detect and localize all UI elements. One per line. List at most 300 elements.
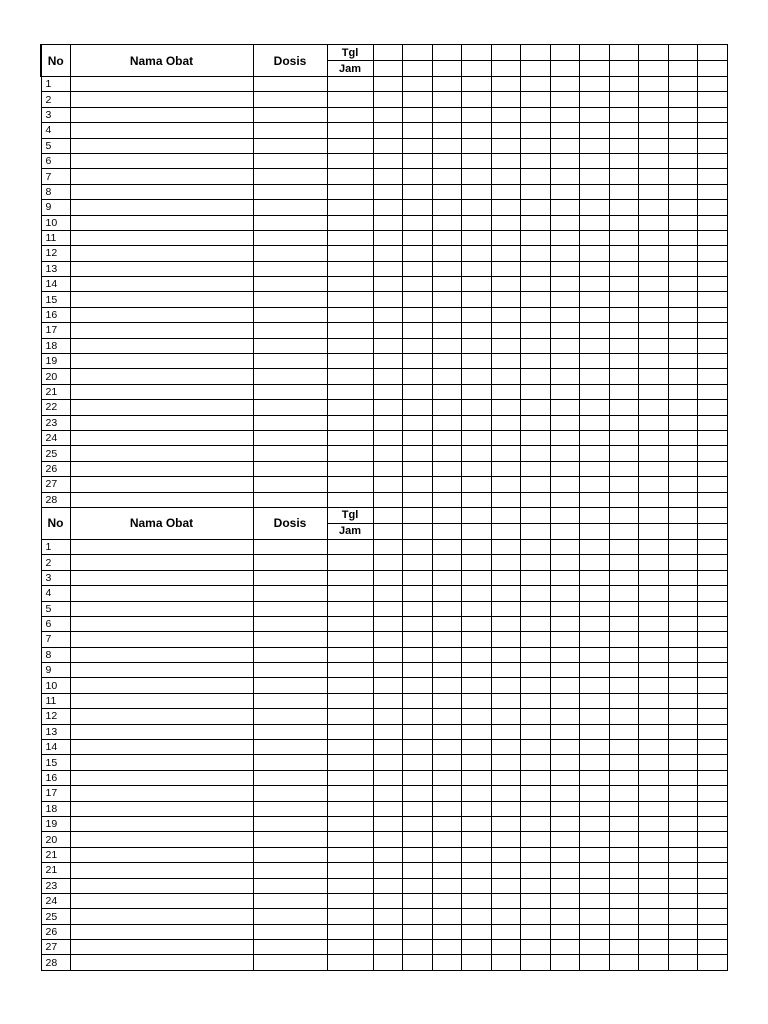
schedule-cell[interactable] — [462, 847, 492, 862]
schedule-cell[interactable] — [521, 878, 551, 893]
schedule-cell[interactable] — [462, 832, 492, 847]
tgl-cell[interactable] — [550, 45, 580, 61]
schedule-cell[interactable] — [462, 709, 492, 724]
schedule-cell[interactable] — [698, 400, 728, 415]
schedule-cell[interactable] — [432, 940, 462, 955]
schedule-cell[interactable] — [403, 647, 433, 662]
schedule-cell[interactable] — [580, 107, 610, 122]
schedule-cell[interactable] — [403, 755, 433, 770]
schedule-cell[interactable] — [491, 200, 521, 215]
schedule-cell[interactable] — [550, 940, 580, 955]
schedule-cell[interactable] — [521, 893, 551, 908]
nama-obat-cell[interactable] — [70, 663, 253, 678]
tgl-cell[interactable] — [521, 507, 551, 523]
nama-obat-cell[interactable] — [70, 570, 253, 585]
schedule-cell[interactable] — [550, 369, 580, 384]
schedule-cell[interactable] — [491, 555, 521, 570]
schedule-cell[interactable] — [580, 461, 610, 476]
schedule-cell[interactable] — [609, 477, 639, 492]
schedule-cell[interactable] — [580, 755, 610, 770]
schedule-cell[interactable] — [639, 832, 669, 847]
schedule-cell[interactable] — [373, 477, 403, 492]
schedule-cell[interactable] — [373, 307, 403, 322]
tgl-jam-cell[interactable] — [327, 724, 373, 739]
tgl-jam-cell[interactable] — [327, 153, 373, 168]
dosis-cell[interactable] — [253, 539, 327, 554]
tgl-jam-cell[interactable] — [327, 755, 373, 770]
schedule-cell[interactable] — [491, 446, 521, 461]
schedule-cell[interactable] — [668, 446, 698, 461]
schedule-cell[interactable] — [462, 200, 492, 215]
tgl-cell[interactable] — [550, 507, 580, 523]
schedule-cell[interactable] — [491, 323, 521, 338]
schedule-cell[interactable] — [580, 77, 610, 92]
tgl-jam-cell[interactable] — [327, 323, 373, 338]
schedule-cell[interactable] — [373, 601, 403, 616]
schedule-cell[interactable] — [373, 770, 403, 785]
schedule-cell[interactable] — [550, 169, 580, 184]
schedule-cell[interactable] — [639, 277, 669, 292]
schedule-cell[interactable] — [668, 801, 698, 816]
schedule-cell[interactable] — [639, 307, 669, 322]
schedule-cell[interactable] — [432, 292, 462, 307]
dosis-cell[interactable] — [253, 801, 327, 816]
nama-obat-cell[interactable] — [70, 539, 253, 554]
schedule-cell[interactable] — [609, 740, 639, 755]
tgl-cell[interactable] — [668, 45, 698, 61]
schedule-cell[interactable] — [639, 539, 669, 554]
schedule-cell[interactable] — [580, 246, 610, 261]
schedule-cell[interactable] — [432, 384, 462, 399]
tgl-jam-cell[interactable] — [327, 123, 373, 138]
dosis-cell[interactable] — [253, 307, 327, 322]
schedule-cell[interactable] — [462, 430, 492, 445]
schedule-cell[interactable] — [432, 847, 462, 862]
schedule-cell[interactable] — [580, 92, 610, 107]
schedule-cell[interactable] — [432, 477, 462, 492]
nama-obat-cell[interactable] — [70, 184, 253, 199]
schedule-cell[interactable] — [550, 215, 580, 230]
nama-obat-cell[interactable] — [70, 215, 253, 230]
tgl-jam-cell[interactable] — [327, 430, 373, 445]
schedule-cell[interactable] — [403, 847, 433, 862]
schedule-cell[interactable] — [609, 878, 639, 893]
tgl-jam-cell[interactable] — [327, 601, 373, 616]
schedule-cell[interactable] — [698, 863, 728, 878]
schedule-cell[interactable] — [403, 724, 433, 739]
dosis-cell[interactable] — [253, 492, 327, 507]
schedule-cell[interactable] — [668, 909, 698, 924]
schedule-cell[interactable] — [609, 940, 639, 955]
schedule-cell[interactable] — [668, 461, 698, 476]
schedule-cell[interactable] — [491, 215, 521, 230]
schedule-cell[interactable] — [491, 415, 521, 430]
tgl-cell[interactable] — [432, 45, 462, 61]
schedule-cell[interactable] — [491, 307, 521, 322]
schedule-cell[interactable] — [462, 477, 492, 492]
schedule-cell[interactable] — [550, 415, 580, 430]
schedule-cell[interactable] — [698, 816, 728, 831]
jam-cell[interactable] — [521, 523, 551, 539]
schedule-cell[interactable] — [491, 940, 521, 955]
tgl-cell[interactable] — [580, 507, 610, 523]
schedule-cell[interactable] — [550, 184, 580, 199]
schedule-cell[interactable] — [462, 770, 492, 785]
schedule-cell[interactable] — [639, 338, 669, 353]
nama-obat-cell[interactable] — [70, 138, 253, 153]
schedule-cell[interactable] — [403, 601, 433, 616]
schedule-cell[interactable] — [373, 215, 403, 230]
schedule-cell[interactable] — [491, 246, 521, 261]
schedule-cell[interactable] — [639, 200, 669, 215]
schedule-cell[interactable] — [698, 755, 728, 770]
schedule-cell[interactable] — [373, 893, 403, 908]
schedule-cell[interactable] — [462, 601, 492, 616]
schedule-cell[interactable] — [432, 246, 462, 261]
nama-obat-cell[interactable] — [70, 230, 253, 245]
tgl-jam-cell[interactable] — [327, 570, 373, 585]
schedule-cell[interactable] — [609, 909, 639, 924]
schedule-cell[interactable] — [373, 940, 403, 955]
schedule-cell[interactable] — [373, 369, 403, 384]
schedule-cell[interactable] — [373, 277, 403, 292]
nama-obat-cell[interactable] — [70, 755, 253, 770]
schedule-cell[interactable] — [403, 693, 433, 708]
schedule-cell[interactable] — [373, 786, 403, 801]
schedule-cell[interactable] — [462, 184, 492, 199]
schedule-cell[interactable] — [462, 415, 492, 430]
schedule-cell[interactable] — [639, 632, 669, 647]
schedule-cell[interactable] — [550, 832, 580, 847]
schedule-cell[interactable] — [698, 601, 728, 616]
dosis-cell[interactable] — [253, 693, 327, 708]
nama-obat-cell[interactable] — [70, 307, 253, 322]
schedule-cell[interactable] — [491, 955, 521, 970]
schedule-cell[interactable] — [550, 292, 580, 307]
dosis-cell[interactable] — [253, 246, 327, 261]
tgl-jam-cell[interactable] — [327, 77, 373, 92]
schedule-cell[interactable] — [432, 647, 462, 662]
schedule-cell[interactable] — [698, 277, 728, 292]
schedule-cell[interactable] — [668, 786, 698, 801]
schedule-cell[interactable] — [491, 230, 521, 245]
nama-obat-cell[interactable] — [70, 323, 253, 338]
nama-obat-cell[interactable] — [70, 292, 253, 307]
schedule-cell[interactable] — [403, 261, 433, 276]
tgl-jam-cell[interactable] — [327, 200, 373, 215]
schedule-cell[interactable] — [609, 724, 639, 739]
tgl-jam-cell[interactable] — [327, 461, 373, 476]
tgl-jam-cell[interactable] — [327, 816, 373, 831]
schedule-cell[interactable] — [550, 924, 580, 939]
schedule-cell[interactable] — [609, 230, 639, 245]
schedule-cell[interactable] — [403, 338, 433, 353]
dosis-cell[interactable] — [253, 786, 327, 801]
schedule-cell[interactable] — [432, 261, 462, 276]
schedule-cell[interactable] — [609, 678, 639, 693]
schedule-cell[interactable] — [521, 955, 551, 970]
tgl-jam-cell[interactable] — [327, 307, 373, 322]
schedule-cell[interactable] — [521, 230, 551, 245]
schedule-cell[interactable] — [698, 430, 728, 445]
schedule-cell[interactable] — [491, 492, 521, 507]
schedule-cell[interactable] — [550, 801, 580, 816]
jam-cell[interactable] — [373, 61, 403, 77]
schedule-cell[interactable] — [609, 261, 639, 276]
schedule-cell[interactable] — [462, 230, 492, 245]
schedule-cell[interactable] — [373, 955, 403, 970]
schedule-cell[interactable] — [550, 878, 580, 893]
schedule-cell[interactable] — [462, 678, 492, 693]
schedule-cell[interactable] — [491, 755, 521, 770]
schedule-cell[interactable] — [580, 878, 610, 893]
schedule-cell[interactable] — [550, 693, 580, 708]
schedule-cell[interactable] — [550, 92, 580, 107]
schedule-cell[interactable] — [462, 724, 492, 739]
schedule-cell[interactable] — [373, 169, 403, 184]
schedule-cell[interactable] — [609, 354, 639, 369]
schedule-cell[interactable] — [491, 724, 521, 739]
tgl-cell[interactable] — [403, 507, 433, 523]
schedule-cell[interactable] — [462, 909, 492, 924]
tgl-cell[interactable] — [373, 45, 403, 61]
jam-cell[interactable] — [373, 523, 403, 539]
schedule-cell[interactable] — [639, 724, 669, 739]
schedule-cell[interactable] — [550, 770, 580, 785]
nama-obat-cell[interactable] — [70, 924, 253, 939]
jam-cell[interactable] — [550, 61, 580, 77]
schedule-cell[interactable] — [550, 555, 580, 570]
schedule-cell[interactable] — [698, 138, 728, 153]
schedule-cell[interactable] — [403, 123, 433, 138]
schedule-cell[interactable] — [432, 601, 462, 616]
schedule-cell[interactable] — [668, 307, 698, 322]
tgl-jam-cell[interactable] — [327, 246, 373, 261]
schedule-cell[interactable] — [580, 663, 610, 678]
schedule-cell[interactable] — [373, 461, 403, 476]
tgl-cell[interactable] — [639, 45, 669, 61]
schedule-cell[interactable] — [491, 184, 521, 199]
schedule-cell[interactable] — [668, 492, 698, 507]
schedule-cell[interactable] — [580, 123, 610, 138]
tgl-jam-cell[interactable] — [327, 924, 373, 939]
schedule-cell[interactable] — [550, 786, 580, 801]
schedule-cell[interactable] — [462, 261, 492, 276]
schedule-cell[interactable] — [580, 215, 610, 230]
schedule-cell[interactable] — [550, 755, 580, 770]
schedule-cell[interactable] — [580, 354, 610, 369]
schedule-cell[interactable] — [668, 632, 698, 647]
tgl-cell[interactable] — [462, 45, 492, 61]
schedule-cell[interactable] — [668, 740, 698, 755]
schedule-cell[interactable] — [639, 430, 669, 445]
schedule-cell[interactable] — [403, 292, 433, 307]
dosis-cell[interactable] — [253, 724, 327, 739]
tgl-jam-cell[interactable] — [327, 740, 373, 755]
schedule-cell[interactable] — [432, 153, 462, 168]
schedule-cell[interactable] — [698, 924, 728, 939]
schedule-cell[interactable] — [491, 153, 521, 168]
schedule-cell[interactable] — [550, 200, 580, 215]
dosis-cell[interactable] — [253, 740, 327, 755]
tgl-jam-cell[interactable] — [327, 230, 373, 245]
schedule-cell[interactable] — [432, 632, 462, 647]
schedule-cell[interactable] — [668, 878, 698, 893]
schedule-cell[interactable] — [432, 77, 462, 92]
schedule-cell[interactable] — [698, 492, 728, 507]
schedule-cell[interactable] — [550, 816, 580, 831]
jam-cell[interactable] — [550, 523, 580, 539]
schedule-cell[interactable] — [403, 138, 433, 153]
schedule-cell[interactable] — [521, 123, 551, 138]
schedule-cell[interactable] — [668, 323, 698, 338]
schedule-cell[interactable] — [550, 492, 580, 507]
schedule-cell[interactable] — [491, 138, 521, 153]
schedule-cell[interactable] — [432, 446, 462, 461]
schedule-cell[interactable] — [580, 338, 610, 353]
schedule-cell[interactable] — [580, 770, 610, 785]
nama-obat-cell[interactable] — [70, 740, 253, 755]
schedule-cell[interactable] — [550, 153, 580, 168]
schedule-cell[interactable] — [373, 740, 403, 755]
tgl-jam-cell[interactable] — [327, 909, 373, 924]
tgl-jam-cell[interactable] — [327, 893, 373, 908]
schedule-cell[interactable] — [698, 169, 728, 184]
dosis-cell[interactable] — [253, 601, 327, 616]
schedule-cell[interactable] — [432, 770, 462, 785]
schedule-cell[interactable] — [373, 323, 403, 338]
schedule-cell[interactable] — [491, 369, 521, 384]
schedule-cell[interactable] — [462, 740, 492, 755]
schedule-cell[interactable] — [639, 153, 669, 168]
schedule-cell[interactable] — [373, 123, 403, 138]
schedule-cell[interactable] — [609, 847, 639, 862]
schedule-cell[interactable] — [403, 384, 433, 399]
schedule-cell[interactable] — [698, 153, 728, 168]
schedule-cell[interactable] — [491, 893, 521, 908]
tgl-cell[interactable] — [609, 507, 639, 523]
schedule-cell[interactable] — [403, 940, 433, 955]
schedule-cell[interactable] — [639, 354, 669, 369]
schedule-cell[interactable] — [698, 200, 728, 215]
schedule-cell[interactable] — [521, 832, 551, 847]
schedule-cell[interactable] — [668, 709, 698, 724]
schedule-cell[interactable] — [432, 693, 462, 708]
schedule-cell[interactable] — [580, 709, 610, 724]
schedule-cell[interactable] — [639, 555, 669, 570]
schedule-cell[interactable] — [668, 354, 698, 369]
tgl-jam-cell[interactable] — [327, 693, 373, 708]
jam-cell[interactable] — [580, 61, 610, 77]
nama-obat-cell[interactable] — [70, 940, 253, 955]
schedule-cell[interactable] — [668, 261, 698, 276]
schedule-cell[interactable] — [521, 138, 551, 153]
schedule-cell[interactable] — [698, 616, 728, 631]
schedule-cell[interactable] — [668, 384, 698, 399]
schedule-cell[interactable] — [639, 77, 669, 92]
schedule-cell[interactable] — [698, 570, 728, 585]
schedule-cell[interactable] — [491, 477, 521, 492]
nama-obat-cell[interactable] — [70, 384, 253, 399]
schedule-cell[interactable] — [609, 77, 639, 92]
schedule-cell[interactable] — [432, 740, 462, 755]
schedule-cell[interactable] — [550, 539, 580, 554]
schedule-cell[interactable] — [668, 277, 698, 292]
schedule-cell[interactable] — [550, 338, 580, 353]
schedule-cell[interactable] — [698, 184, 728, 199]
dosis-cell[interactable] — [253, 277, 327, 292]
schedule-cell[interactable] — [580, 832, 610, 847]
schedule-cell[interactable] — [373, 755, 403, 770]
nama-obat-cell[interactable] — [70, 709, 253, 724]
schedule-cell[interactable] — [432, 909, 462, 924]
schedule-cell[interactable] — [403, 354, 433, 369]
schedule-cell[interactable] — [521, 601, 551, 616]
schedule-cell[interactable] — [609, 863, 639, 878]
schedule-cell[interactable] — [580, 200, 610, 215]
schedule-cell[interactable] — [432, 461, 462, 476]
tgl-cell[interactable] — [462, 507, 492, 523]
schedule-cell[interactable] — [432, 816, 462, 831]
nama-obat-cell[interactable] — [70, 893, 253, 908]
tgl-cell[interactable] — [609, 45, 639, 61]
schedule-cell[interactable] — [550, 354, 580, 369]
schedule-cell[interactable] — [550, 955, 580, 970]
tgl-jam-cell[interactable] — [327, 770, 373, 785]
schedule-cell[interactable] — [462, 92, 492, 107]
schedule-cell[interactable] — [580, 816, 610, 831]
schedule-cell[interactable] — [609, 246, 639, 261]
schedule-cell[interactable] — [403, 215, 433, 230]
schedule-cell[interactable] — [403, 369, 433, 384]
schedule-cell[interactable] — [432, 430, 462, 445]
tgl-jam-cell[interactable] — [327, 863, 373, 878]
schedule-cell[interactable] — [462, 863, 492, 878]
schedule-cell[interactable] — [550, 740, 580, 755]
schedule-cell[interactable] — [550, 893, 580, 908]
schedule-cell[interactable] — [403, 246, 433, 261]
schedule-cell[interactable] — [668, 539, 698, 554]
schedule-cell[interactable] — [373, 586, 403, 601]
jam-cell[interactable] — [668, 61, 698, 77]
schedule-cell[interactable] — [462, 940, 492, 955]
schedule-cell[interactable] — [609, 816, 639, 831]
schedule-cell[interactable] — [521, 92, 551, 107]
schedule-cell[interactable] — [432, 663, 462, 678]
schedule-cell[interactable] — [373, 924, 403, 939]
schedule-cell[interactable] — [698, 740, 728, 755]
schedule-cell[interactable] — [668, 107, 698, 122]
schedule-cell[interactable] — [491, 570, 521, 585]
schedule-cell[interactable] — [403, 863, 433, 878]
schedule-cell[interactable] — [521, 909, 551, 924]
schedule-cell[interactable] — [491, 461, 521, 476]
schedule-cell[interactable] — [609, 153, 639, 168]
schedule-cell[interactable] — [462, 153, 492, 168]
schedule-cell[interactable] — [668, 570, 698, 585]
schedule-cell[interactable] — [668, 77, 698, 92]
schedule-cell[interactable] — [403, 153, 433, 168]
schedule-cell[interactable] — [639, 369, 669, 384]
schedule-cell[interactable] — [580, 384, 610, 399]
schedule-cell[interactable] — [668, 863, 698, 878]
schedule-cell[interactable] — [609, 647, 639, 662]
schedule-cell[interactable] — [462, 786, 492, 801]
schedule-cell[interactable] — [639, 415, 669, 430]
schedule-cell[interactable] — [403, 909, 433, 924]
schedule-cell[interactable] — [373, 909, 403, 924]
tgl-cell[interactable] — [698, 45, 728, 61]
